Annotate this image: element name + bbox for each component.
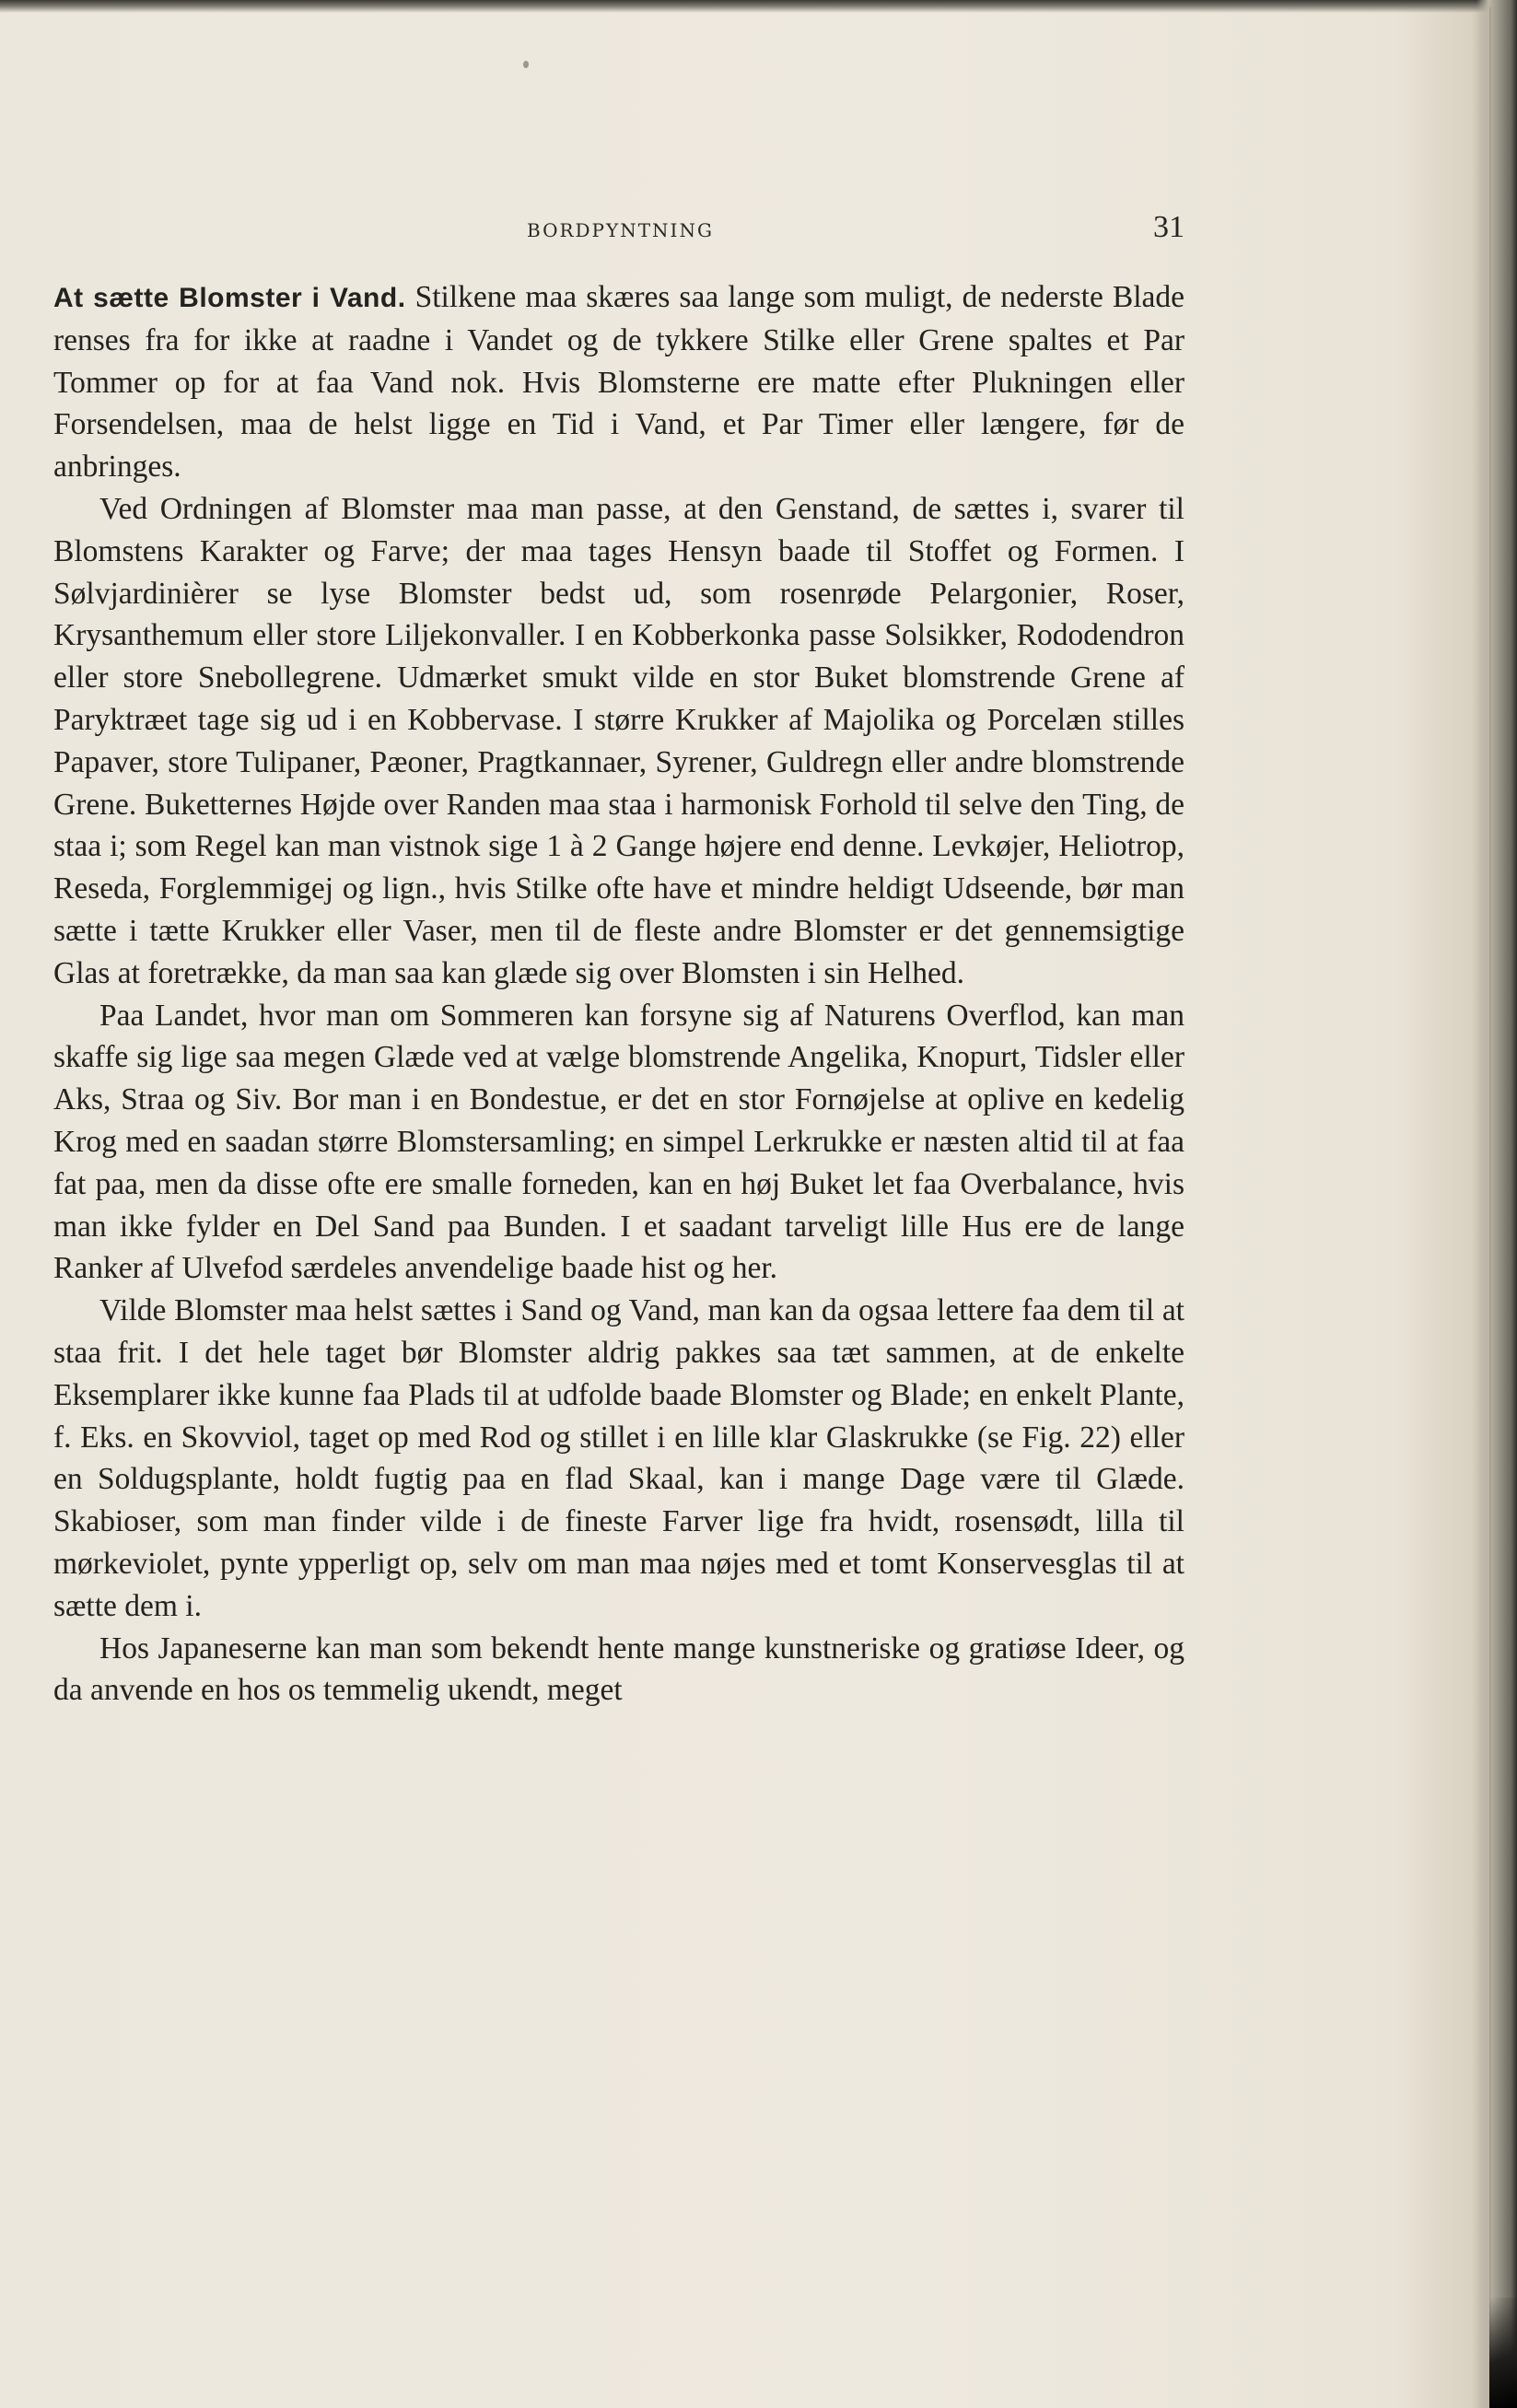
paragraph-text: Stilkene maa skæres saa lange som muligt, de nederste Blade renses fra for ikke at raadne i Vandet og de tykkere Stilke eller Grene spaltes et Par Tommer op for at faa Vand nok. Hvis Blomsterne ere matte efter Plukningen eller Forsendelsen, maa de helst ligge en Tid i Vand, et Par Timer eller længere, før de anbringes. bbox=[53, 280, 1184, 485]
paragraph: Hos Japaneserne kan man som bekendt hente mange kunstneriske og gratiøse Ideer, og da anvende en hos os temmelig ukendt, meget bbox=[53, 1631, 1184, 1708]
running-head: BORDPYNTNING bbox=[527, 219, 714, 241]
paragraph bbox=[53, 276, 1184, 488]
body-text bbox=[53, 276, 1184, 1712]
page-fold-line bbox=[1489, 7, 1504, 2375]
paragraph: Ved Ordningen af Blomster maa man passe, at den Genstand, de sættes i, svarer til Blomstens Karakter og Farve; der maa tages Hensyn baade til Stoffet og Formen. I Sølvjardinièrer se lyse Blomster bedst ud, som rosenrøde Pelargonier, Roser, Krysanthemum eller store Liljekonvaller. I en Kobberkonka passe Solsikker, Rododendron eller store Snebollegrene. Udmærket smukt vilde en stor Buket blomstrende Grene af Paryktræet tage sig ud i en Kobbervase. I større Krukker af Majolika og Porcelæn stilles Papaver, store Tulipaner, Pæoner, Pragtkannaer, Syrener, Guldregn eller andre blomstrende Grene. Buketternes Højde over Randen maa staa i harmonisk Forhold til selve den Ting, de staa i; som Regel kan man vistnok sige 1 à 2 Gange højere end denne. Levkøjer, Heliotrop, Reseda, Forglemmigej og lign., hvis Stilke ofte have et mindre heldigt Udseende, bør man sætte i tætte Krukker eller Vaser, men til de fleste andre Blomster er det gennemsigtige Glas at foretrække, da man saa kan glæde sig over Blomsten i sin Helhed. bbox=[53, 491, 1184, 990]
paper-speck bbox=[523, 61, 529, 68]
page-number: 31 bbox=[1153, 210, 1184, 244]
paragraph: Paa Landet, hvor man om Sommeren kan forsyne sig af Naturens Overflod, kan man skaffe sig lige saa megen Glæde ved at vælge blomstrende Angelika, Knopurt, Tidsler eller Aks, Straa og Siv. Bor man i en Bondestue, er det en stor Fornøjelse at oplive en kedelig Krog med en saadan større Blomstersamling; en simpel Lerkrukke er næsten altid til at faa fat paa, men da disse ofte ere smalle forneden, kan en høj Buket let faa Overbalance, hvis man ikke fylder en Del Sand paa Bunden. I et saadant tarveligt lille Hus ere de lange Ranker af Ulvefod særdeles anvendelige baade hist og her. bbox=[53, 998, 1184, 1286]
paragraph: Vilde Blomster maa helst sættes i Sand og Vand, man kan da ogsaa lettere faa dem til at staa frit. I det hele taget bør Blomster aldrig pakkes saa tæt sammen, at de enkelte Eksemplarer ikke kunne faa Plads til at udfolde baade Blomster og Blade; en enkelt Plante, f. Eks. en Skovviol, taget op med Rod og stillet i en lille klar Glaskrukke (se Fig. 22) eller en Soldugsplante, holdt fugtig paa en flad Skaal, kan i mange Dage være til Glæde. Skabioser, som man finder vilde i de fineste Farver lige fra hvidt, rosensødt, lilla til mørkeviolet, pynte ypperligt op, selv om man maa nøjes med et tomt Konservesglas til at sætte dem i. bbox=[53, 1293, 1184, 1623]
top-edge-shadow bbox=[0, 0, 1517, 13]
corner-shadow bbox=[1489, 2297, 1517, 2408]
section-heading: At sætte Blomster i Vand. bbox=[53, 283, 406, 313]
page-header bbox=[0, 210, 1517, 251]
